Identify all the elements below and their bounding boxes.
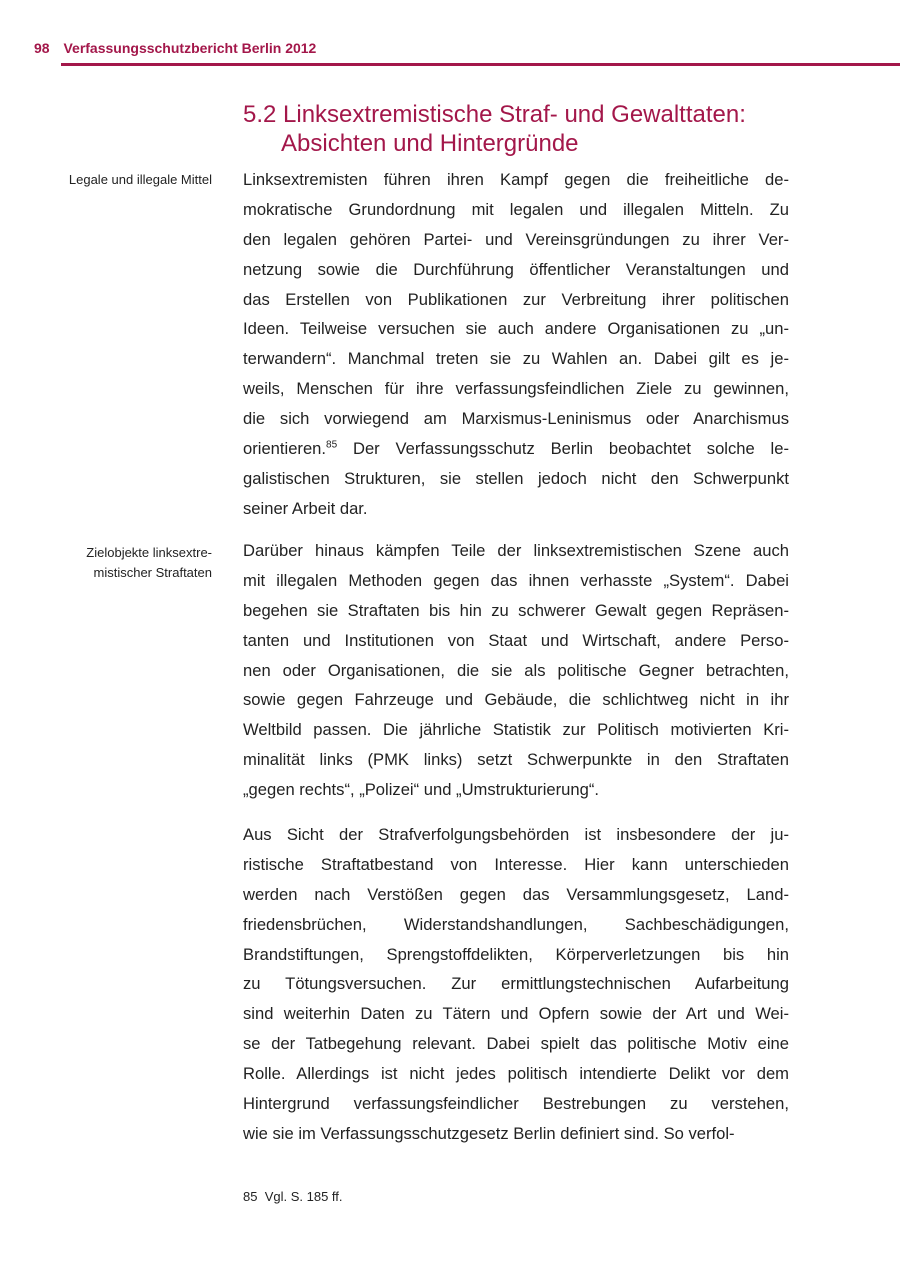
line-text: se der Tatbegehung relevant. Dabei spielt das politische Motiv eine [243, 1034, 789, 1054]
line-text: Darüber hinaus kämpfen Teile der linksextremistischen Szene auch [243, 541, 789, 560]
text-line [243, 715, 789, 745]
text-line [243, 464, 789, 494]
margin-note-line: mistischer Straftaten [93, 565, 212, 580]
text-line [243, 656, 789, 686]
footnote-text: Vgl. S. 185 ff. [264, 1189, 343, 1204]
margin-note-zielobjekte [42, 543, 212, 583]
header-rule [61, 63, 900, 66]
line-text: begehen sie Straftaten bis hin zu schwerer Gewalt gegen Repräsen- [243, 600, 789, 620]
text-line [243, 685, 789, 715]
heading-line-2: Absichten und Hintergründe [281, 130, 579, 157]
line-text: seiner Arbeit dar. [243, 498, 368, 518]
text-line [243, 255, 789, 285]
line-text: Hintergrund verfassungsfeindlicher Bestrebungen zu verstehen, [243, 1094, 789, 1114]
paragraph-1 [243, 165, 789, 524]
line-text: zu Tötungsversuchen. Zur ermittlungstechnischen Aufarbeitung [243, 974, 789, 994]
line-text: friedensbrüchen, Widerstandshandlungen, Sachbeschädigungen, [243, 914, 789, 934]
text-line [243, 1059, 789, 1089]
text-line [243, 536, 789, 566]
text-line [243, 999, 789, 1029]
page-number: 98 [34, 40, 50, 56]
text-line [243, 434, 789, 464]
line-text: sind weiterhin Daten zu Tätern und Opfern sowie der Art und Wei- [243, 1004, 789, 1024]
text-line [243, 820, 789, 850]
line-text: mokratische Grundordnung mit legalen und illegalen Mitteln. Zu [243, 199, 789, 219]
text-line [243, 344, 789, 374]
text-line [243, 1089, 789, 1119]
paragraph-2 [243, 536, 789, 805]
text-line [243, 165, 789, 195]
line-text: Aus Sicht der Strafverfolgungsbehörden ist insbesondere der ju- [243, 825, 789, 844]
line-text: Ideen. Teilweise versuchen sie auch andere Organisationen zu „un- [243, 319, 789, 339]
text-line [243, 850, 789, 880]
heading-line-1: 5.2 Linksextremistische Straf- und Gewalttaten: [243, 101, 746, 128]
text-line [243, 285, 789, 315]
line-text: Der Verfassungsschutz Berlin beobachtet solche le- [337, 439, 789, 459]
text-line [243, 195, 789, 225]
margin-note-line: Zielobjekte linksextre- [86, 545, 212, 560]
line-text: sowie gegen Fahrzeuge und Gebäude, die schlichtweg nicht in ihr [243, 690, 789, 710]
line-text: den legalen gehören Partei- und Vereinsgründungen zu ihrer Ver- [243, 229, 789, 249]
text-line [243, 1119, 789, 1149]
text-line [243, 314, 789, 344]
line-text: Rolle. Allerdings ist nicht jedes politisch intendierte Delikt vor dem [243, 1064, 789, 1084]
line-text: weils, Menschen für ihre verfassungsfeindlichen Ziele zu gewinnen, [243, 379, 789, 399]
text-line [243, 494, 789, 524]
text-line [243, 910, 789, 940]
text-line [243, 596, 789, 626]
line-text: nen oder Organisationen, die sie als politische Gegner betrachten, [243, 660, 789, 680]
line-text: die sich vorwiegend am Marxismus-Leninismus oder Anarchismus [243, 409, 789, 429]
line-text [243, 434, 789, 464]
footnote-reference[interactable]: 85 [326, 439, 338, 451]
line-text: ristische Straftatbestand von Interesse. Hier kann unterschieden [243, 854, 789, 874]
text-line [243, 775, 789, 805]
line-text: galistischen Strukturen, sie stellen jedoch nicht den Schwerpunkt [243, 468, 789, 488]
line-text: orientieren. [243, 439, 327, 459]
text-line [243, 566, 789, 596]
section-heading [243, 100, 746, 158]
text-line [243, 880, 789, 910]
line-text: netzung sowie die Durchführung öffentlicher Veranstaltungen und [243, 259, 789, 279]
paragraph-3 [243, 820, 789, 1149]
running-header [34, 40, 316, 56]
text-line [243, 404, 789, 434]
text-line [243, 969, 789, 999]
margin-note-legal-illegal: Legale und illegale Mittel [68, 172, 212, 187]
line-text: das Erstellen von Publikationen zur Verbreitung ihrer politischen [243, 289, 789, 309]
line-text: werden nach Verstößen gegen das Versammlungsgesetz, Land- [243, 884, 789, 904]
header-title: Verfassungsschutzbericht Berlin 2012 [63, 40, 317, 56]
text-line [243, 374, 789, 404]
line-text: „gegen rechts“, „Polizei“ und „Umstrukturierung“. [243, 780, 599, 800]
text-line [243, 940, 789, 970]
line-text: Linksextremisten führen ihren Kampf gegen die freiheitliche de- [243, 170, 789, 189]
line-text: wie sie im Verfassungsschutzgesetz Berlin definiert sind. So verfol- [243, 1123, 735, 1143]
text-line [243, 225, 789, 255]
line-text: terwandern“. Manchmal treten sie zu Wahlen an. Dabei gilt es je- [243, 349, 789, 369]
text-line [243, 626, 789, 656]
line-text: Brandstiftungen, Sprengstoffdelikten, Körperverletzungen bis hin [243, 944, 789, 964]
line-text: Weltbild passen. Die jährliche Statistik zur Politisch motivierten Kri- [243, 720, 789, 740]
line-text: mit illegalen Methoden gegen das ihnen verhasste „System“. Dabei [243, 570, 789, 590]
footnote [243, 1189, 343, 1204]
text-line [243, 745, 789, 775]
line-text: tanten und Institutionen von Staat und Wirtschaft, andere Perso- [243, 630, 789, 650]
text-line [243, 1029, 789, 1059]
footnote-number: 85 [243, 1189, 258, 1204]
line-text: minalität links (PMK links) setzt Schwerpunkte in den Straftaten [243, 750, 789, 770]
